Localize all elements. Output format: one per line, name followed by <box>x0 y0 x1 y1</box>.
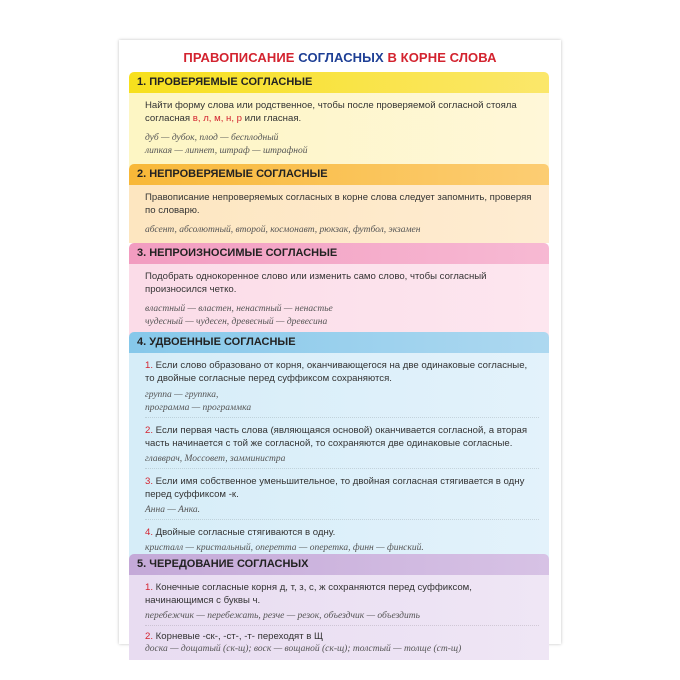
example-line: доска — дощатый (ск-щ); воск — вощаной (ск-щ); толстый — толще (ст-щ) <box>145 644 462 654</box>
section-verifiable-consonants <box>129 72 549 167</box>
example-block <box>129 129 549 167</box>
rule-text: 1. Если слово образовано от корня, оканчивающегося на две одинаковые согласные, то двойные согласные перед суффиксом сохраняются. <box>145 360 528 384</box>
rule-block <box>129 93 549 129</box>
poster <box>119 40 561 654</box>
divider <box>145 468 539 469</box>
rule-text: 4. Двойные согласные стягиваются в одну. <box>145 527 336 538</box>
example-line: чудесный — чудесен, древесный — древесина <box>145 317 328 327</box>
example-line: властный — властен, ненастный — ненастье <box>145 304 333 314</box>
section-heading: 1. ПРОВЕРЯЕМЫЕ СОГЛАСНЫЕ <box>129 72 549 93</box>
section-heading: 5. ЧЕРЕДОВАНИЕ СОГЛАСНЫХ <box>129 554 549 575</box>
example-line: дуб — дубок, плод — бесплодный <box>145 133 279 143</box>
rule-text: 1. Конечные согласные корня д, т, з, с, ж сохраняются перед суффиксом, начинающимся с буквы ч. <box>145 582 472 606</box>
example-line: липкая — липнет, штраф — штрафной <box>145 146 308 156</box>
rule-text: Найти форму слова или родственное, чтобы после проверяемой согласной стояла согласная в, л, м, н, р или гласная. <box>145 100 517 124</box>
section-doubled-consonants <box>129 332 549 570</box>
rule-block <box>129 264 549 300</box>
rule-block <box>129 185 549 221</box>
poster-title: ПРАВОПИСАНИЕ СОГЛАСНЫХ В КОРНЕ СЛОВА <box>183 50 497 65</box>
example-line: кристалл — кристальный, оперетта — оперетка, финн — финский. <box>145 543 424 553</box>
example-line: абсент, абсолютный, второй, космонавт, рюкзак, футбол, экзамен <box>145 225 421 235</box>
example-block <box>129 300 549 336</box>
example-line: Анна — Анка. <box>145 505 201 515</box>
example-line: группа — группка, <box>145 390 219 400</box>
section-alternating-consonants <box>129 554 549 660</box>
section-heading: 4. УДВОЕННЫЕ СОГЛАСНЫЕ <box>129 332 549 353</box>
divider <box>145 625 539 626</box>
rules-block <box>129 353 549 570</box>
rule-text: 3. Если имя собственное уменьшительное, то двойная согласная стягивается в одну перед суффиксом -к. <box>145 476 525 500</box>
rule-text: 2. Корневые -ск-, -ст-, -т- переходят в Щ <box>145 631 324 642</box>
section-unpronounceable-consonants <box>129 243 549 336</box>
divider <box>145 417 539 418</box>
rule-text: Подобрать однокоренное слово или изменить само слово, чтобы согласный произносился четко. <box>145 271 487 295</box>
example-line: главврач, Моссовет, замминистра <box>145 454 286 464</box>
example-line: программа — программка <box>145 403 252 413</box>
example-block <box>129 221 549 243</box>
rule-text: 2. Если первая часть слова (являющаяся основой) оканчивается согласной, а вторая часть начинается с той же согласной, то сохраняются две одинаковые согласные. <box>145 425 528 449</box>
section-heading: 3. НЕПРОИЗНОСИМЫЕ СОГЛАСНЫЕ <box>129 243 549 264</box>
rule-text: Правописание непроверяемых согласных в корне слова следует запомнить, проверяя по словарю. <box>145 192 532 216</box>
rules-block <box>129 575 549 660</box>
section-heading: 2. НЕПРОВЕРЯЕМЫЕ СОГЛАСНЫЕ <box>129 164 549 185</box>
section-unverifiable-consonants <box>129 164 549 243</box>
example-line: перебежчик — перебежать, резче — резок, объездчик — объездить <box>145 611 420 621</box>
divider <box>145 519 539 520</box>
